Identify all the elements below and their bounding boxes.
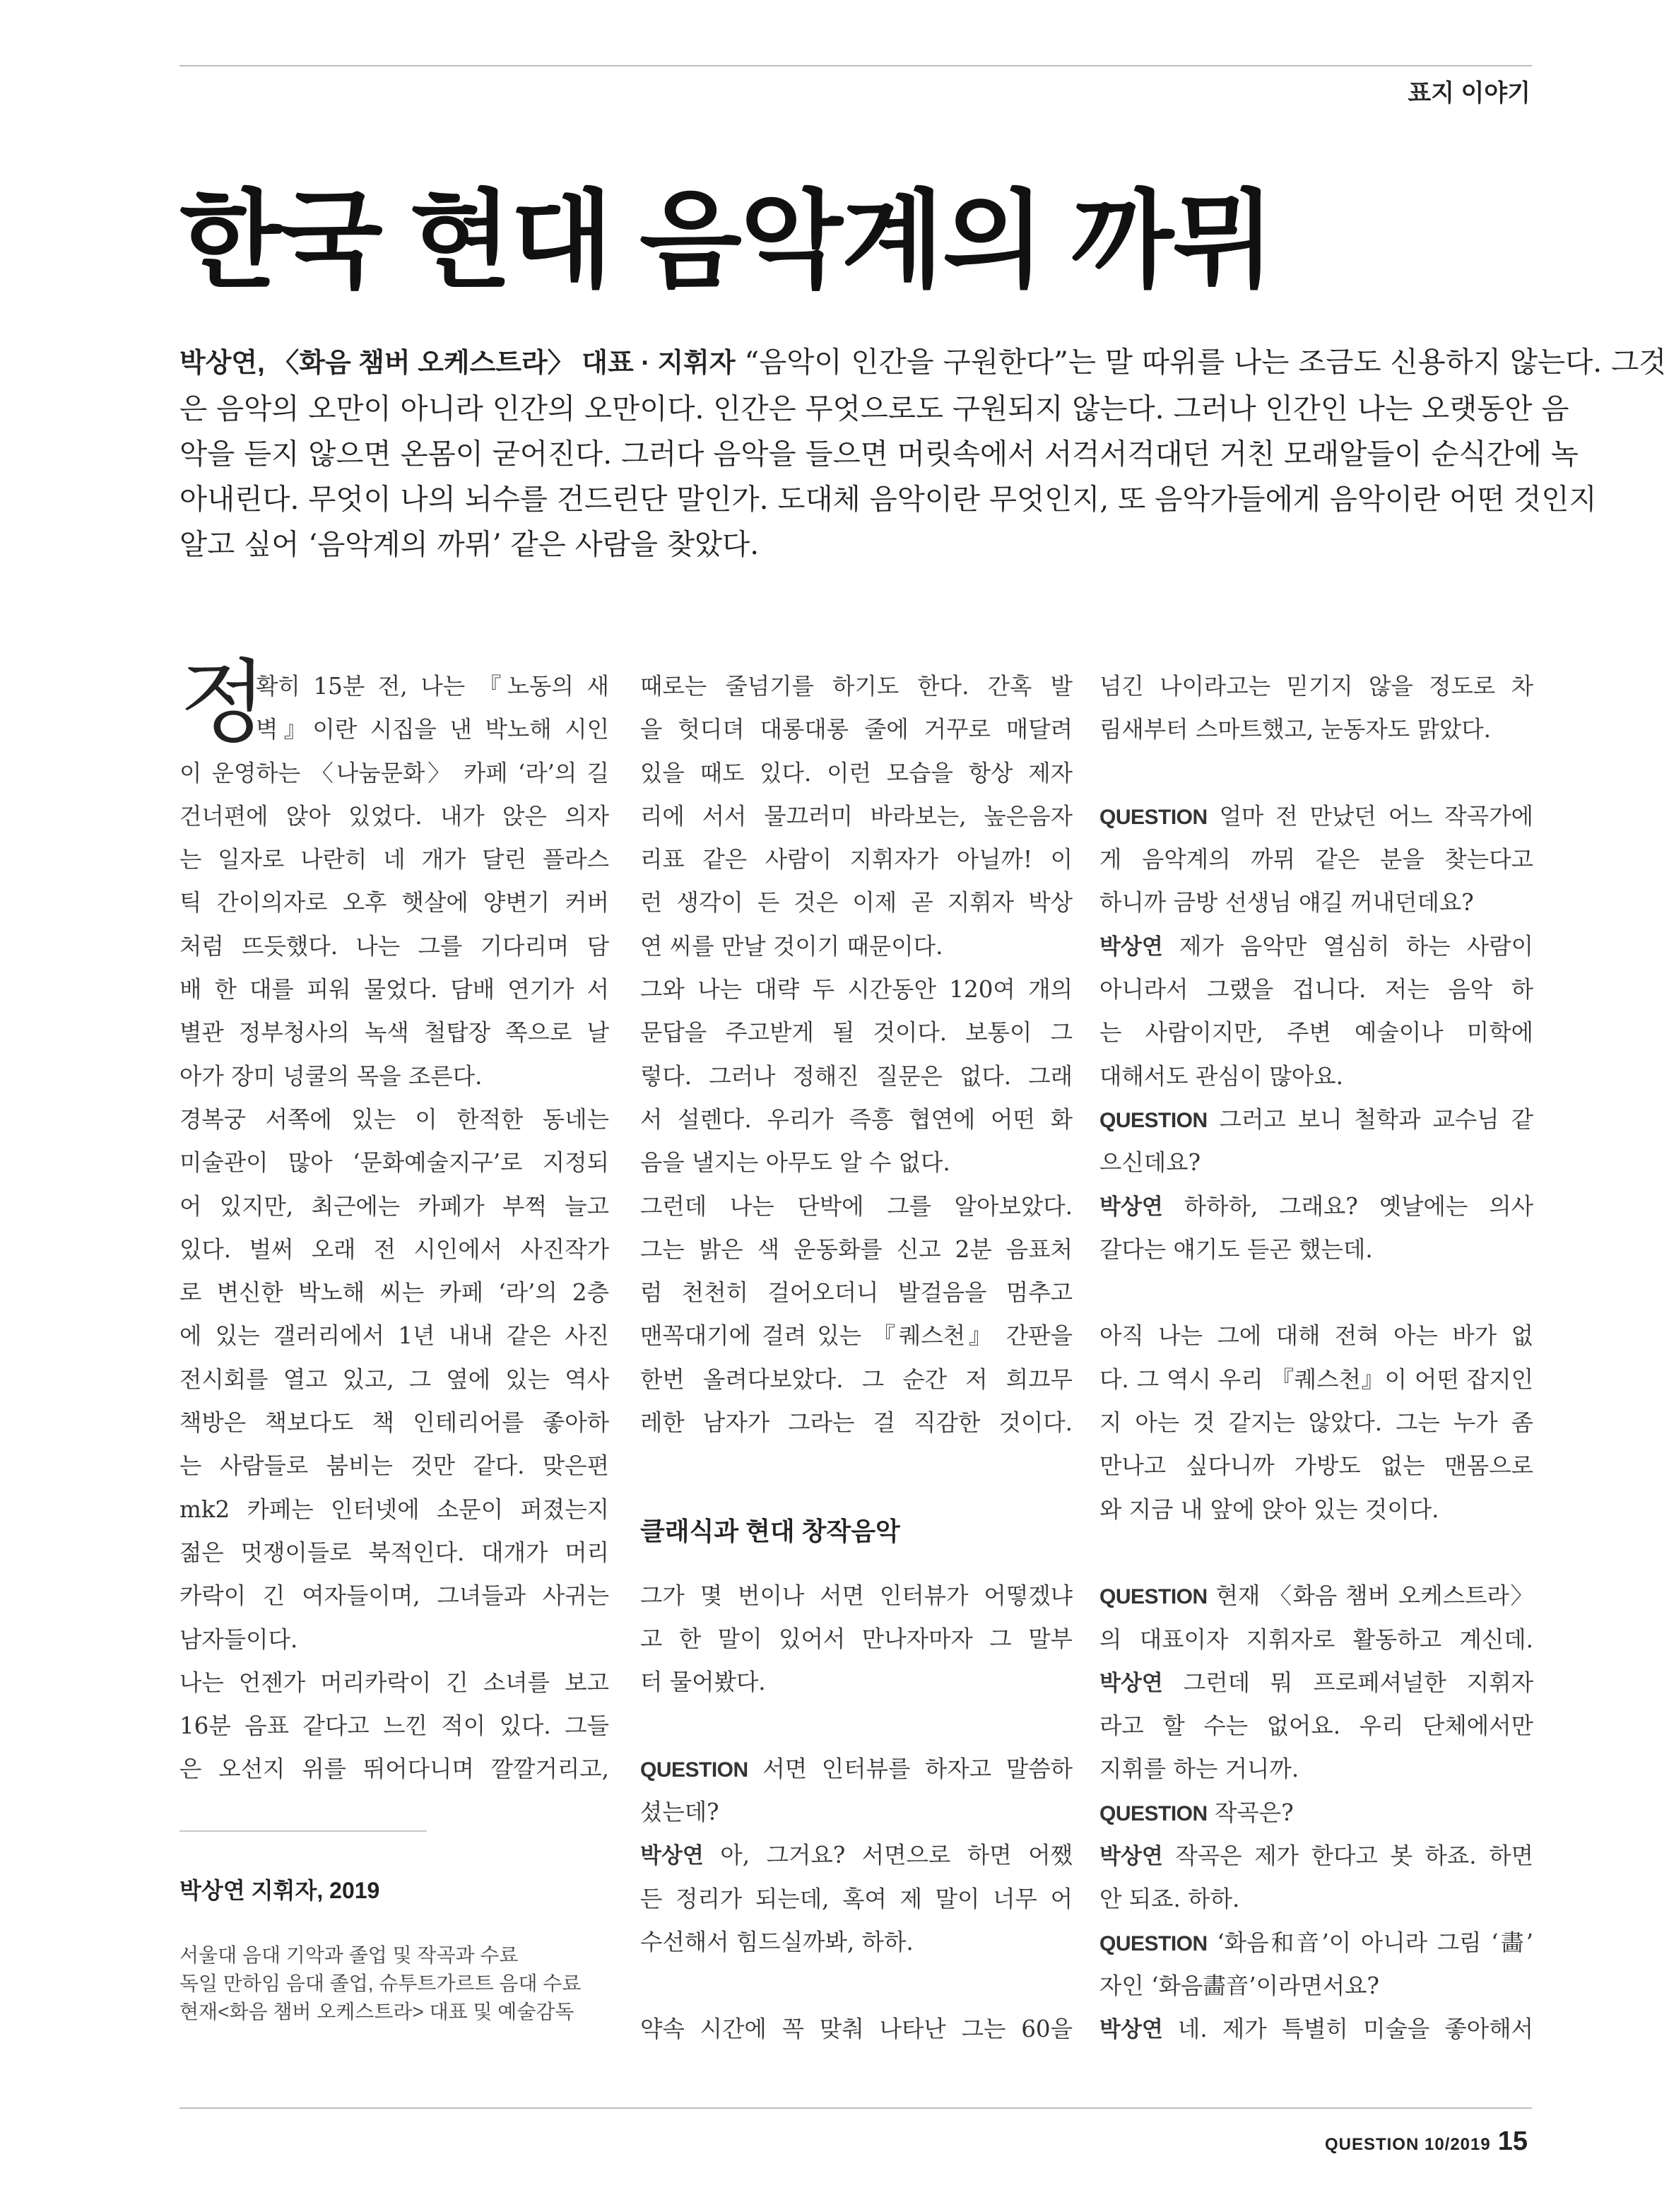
text-line: 있을 때도 있다. 이런 모습을 항상 제자 — [640, 759, 1073, 787]
drop-cap: 정 — [179, 650, 267, 755]
text-line: 카락이 긴 여자들이며, 그녀들과 사귀는 — [179, 1582, 609, 1610]
answer-line: 박상연 아, 그거요? 서면으로 하면 어쨌 — [640, 1842, 1073, 1869]
text-line: mk2 카페는 인터넷에 소문이 퍼졌는지 — [179, 1495, 609, 1523]
text-line: 서 설렌다. 우리가 즉흥 협연에 어떤 화 — [640, 1105, 1073, 1133]
text-line: 는 일자로 나란히 네 개가 달린 플라스 — [179, 846, 609, 873]
text-line: 별관 정부청사의 녹색 철탑장 쪽으로 날 — [179, 1019, 609, 1047]
question-label: QUESTION — [1099, 1801, 1208, 1825]
answer-label: 박상연 — [1099, 2017, 1163, 2042]
text-line: 그와 나는 대략 두 시간동안 120여 개의 — [640, 976, 1073, 1004]
text-line: 라고 할 수는 없어요. 우리 단체에서만 — [1099, 1712, 1533, 1740]
page-number: 15 — [1497, 2126, 1528, 2156]
text-line: 벽』이란 시집을 낸 박노해 시인 — [256, 716, 609, 743]
question-line: QUESTION 현재 〈화음 챔버 오케스트라〉 — [1099, 1582, 1533, 1610]
text-line: 에 있는 갤러리에서 1년 내내 같은 사진 — [179, 1322, 609, 1350]
text-line: 리에 서서 물끄러미 바라보는, 높은음자 — [640, 802, 1073, 830]
text-line: 림새부터 스마트했고, 눈동자도 맑았다. — [1099, 716, 1491, 743]
text-line: 그가 몇 번이나 서면 인터뷰가 어떻겠냐 — [640, 1582, 1073, 1609]
text-line: 셨는데? — [640, 1799, 719, 1826]
caption-line: 현재<화음 챔버 오케스트라> 대표 및 예술감독 — [179, 2001, 574, 2023]
text-line: 이 운영하는 〈나눔문화〉 카페 ‘라’의 길 — [179, 759, 609, 787]
column-2 — [640, 665, 1073, 2051]
text-line: 으신데요? — [1099, 1149, 1201, 1177]
text-line: 레한 남자가 그라는 걸 직감한 것이다. — [640, 1409, 1073, 1437]
text-line: 럼 천천히 걸어오더니 발걸음을 멈추고 — [640, 1279, 1073, 1307]
text-line: 아직 나는 그에 대해 전혀 아는 바가 없 — [1099, 1322, 1533, 1350]
spacer — [640, 1705, 1073, 1748]
answer-line: 박상연 하하하, 그래요? 옛날에는 의사 — [1099, 1192, 1533, 1220]
question-label: QUESTION — [640, 1758, 748, 1782]
text-line: 갈다는 얘기도 듣곤 했는데. — [1099, 1235, 1373, 1263]
text-line: 고 한 말이 있어서 만나자마자 그 말부 — [640, 1625, 1073, 1652]
text-line: 확히 15분 전, 나는 『노동의 새 — [256, 673, 609, 700]
lead-line: 은 음악의 오만이 아니라 인간의 오만이다. 인간은 무엇으로도 구원되지 않는다. 그러나 인간인 나는 오랫동안 음 — [179, 392, 1569, 425]
question-line: QUESTION 얼마 전 만났던 어느 작곡가에 — [1099, 802, 1533, 830]
text-line: 은 오선지 위를 뛰어다니며 깔깔거리고, — [179, 1755, 609, 1783]
text-line: 틱 간이의자로 오후 햇살에 양변기 커버 — [179, 889, 609, 917]
text-line: 의 대표이자 지휘자로 활동하고 계신데. — [1099, 1625, 1533, 1653]
question-label: QUESTION — [1099, 1931, 1208, 1955]
text-line: 런 생각이 든 것은 이제 곧 지휘자 박상 — [640, 889, 1073, 917]
text-line: 을 헛디뎌 대롱대롱 줄에 거꾸로 매달려 — [640, 716, 1073, 743]
text-line: 약속 시간에 꼭 맞춰 나타난 그는 60을 — [640, 2015, 1073, 2042]
answer-label: 박상연 — [1099, 1670, 1163, 1695]
text-line: 경복궁 서쪽에 있는 이 한적한 동네는 — [179, 1105, 609, 1133]
text-line: 수선해서 힘드실까봐, 하하. — [640, 1929, 914, 1956]
question-line: QUESTION 그러고 보니 철학과 교수님 같 — [1099, 1105, 1533, 1133]
answer-line: 박상연 작곡은 제가 한다고 봇 하죠. 하면 — [1099, 1842, 1533, 1870]
text-line: 는 사람들로 붐비는 것만 같다. 맞은편 — [179, 1452, 609, 1480]
text-line: 넘긴 나이라고는 믿기지 않을 정도로 차 — [1099, 673, 1533, 700]
text-line: 로 변신한 박노해 씨는 카페 ‘라’의 2층 — [179, 1279, 609, 1307]
text-line: 책방은 책보다도 책 인테리어를 좋아하 — [179, 1409, 609, 1437]
magazine-issue: QUESTION 10/2019 — [1324, 2135, 1491, 2154]
text-line: 그는 밝은 색 운동화를 신고 2분 음표처 — [640, 1235, 1073, 1263]
text-line: 렇다. 그러나 정해진 질문은 없다. 그래 — [640, 1062, 1073, 1090]
text-line: 다. 그 역시 우리 『퀘스천』이 어떤 잡지인 — [1099, 1365, 1533, 1393]
text-line: 터 물어봤다. — [640, 1669, 766, 1696]
text-line: 자인 ‘화음畵音’이라면서요? — [1099, 1972, 1379, 1999]
text-line: 그런데 나는 단박에 그를 알아보았다. — [640, 1192, 1073, 1220]
answer-label: 박상연 — [1099, 1194, 1163, 1219]
text-line: 남자들이다. — [179, 1625, 298, 1653]
text-line: 아니라서 그랬을 겁니다. 저는 음악 하 — [1099, 976, 1533, 1004]
text-line: 젊은 멋쟁이들로 북적인다. 대개가 머리 — [179, 1539, 609, 1566]
text-line: 나는 언젠가 머리카락이 긴 소녀를 보고 — [179, 1669, 609, 1696]
answer-line: 박상연 제가 음악만 열심히 하는 사람이 — [1099, 932, 1533, 960]
text-line: 음을 낼지는 아무도 알 수 없다. — [640, 1149, 950, 1177]
column-3 — [1099, 665, 1533, 2052]
spacer — [1099, 1531, 1533, 1575]
question-line: QUESTION ‘화음和音’이 아니라 그림 ‘畵’ — [1099, 1929, 1533, 1956]
section-tag: 표지 이야기 — [1408, 80, 1531, 107]
text-line: 건너편에 앉아 있었다. 내가 앉은 의자 — [179, 802, 609, 830]
spacer — [1099, 752, 1533, 795]
lead-paragraph — [179, 339, 1667, 567]
subheading: 클래식과 현대 창작음악 — [640, 1516, 900, 1546]
column-1 — [179, 665, 609, 1792]
text-line: 만나고 싶다니까 가방도 없는 맨몸으로 — [1099, 1452, 1533, 1480]
page-footer — [1325, 2126, 1528, 2157]
bottom-rule — [179, 2107, 1532, 2109]
answer-line: 박상연 그런데 뭐 프로페셔널한 지휘자 — [1099, 1669, 1533, 1696]
text-line: 는 사람이지만, 주변 예술이나 미학에 — [1099, 1019, 1533, 1047]
text-line: 와 지금 내 앞에 앉아 있는 것이다. — [1099, 1495, 1439, 1523]
answer-line: 박상연 네. 제가 특별히 미술을 좋아해서 — [1099, 2016, 1533, 2043]
spacer — [640, 1445, 1073, 1488]
caption-title: 박상연 지휘자, 2019 — [179, 1878, 380, 1903]
answer-label: 박상연 — [1099, 1844, 1163, 1869]
text-line: 리표 같은 사람이 지휘자가 아닐까! 이 — [640, 846, 1073, 873]
question-line: QUESTION 작곡은? — [1099, 1799, 1294, 1826]
text-line: 있다. 벌써 오래 전 시인에서 사진작가 — [179, 1235, 609, 1263]
text-line: 아가 장미 넝쿨의 목을 조른다. — [179, 1062, 483, 1090]
question-label: QUESTION — [1099, 805, 1208, 829]
text-line: 16분 음표 같다고 느낀 적이 있다. 그들 — [179, 1712, 609, 1740]
text-line: 연 씨를 만날 것이기 때문이다. — [640, 932, 943, 960]
text-line: 처럼 뜨듯했다. 나는 그를 기다리며 담 — [179, 932, 609, 960]
answer-label: 박상연 — [640, 1843, 704, 1869]
text-line: 어 있지만, 최근에는 카페가 부쩍 늘고 — [179, 1192, 609, 1220]
text-line: 맨꼭대기에 걸려 있는 『퀘스천』 간판을 — [640, 1322, 1073, 1350]
text-line: 배 한 대를 피워 물었다. 담배 연기가 서 — [179, 976, 609, 1004]
text-line: 든 정리가 되는데, 혹여 제 말이 너무 어 — [640, 1885, 1073, 1912]
text-line: 지휘를 하는 거니까. — [1099, 1755, 1299, 1783]
text-line: 미술관이 많아 ‘문화예술지구’로 지정되 — [179, 1149, 609, 1177]
spacer — [1099, 1271, 1533, 1314]
text-line: 문답을 주고받게 될 것이다. 보통이 그 — [640, 1019, 1073, 1047]
text-line: 게 음악계의 까뮈 같은 분을 찾는다고 — [1099, 846, 1533, 873]
text-line: 한번 올려다보았다. 그 순간 저 희끄무 — [640, 1365, 1073, 1393]
lead-line: 알고 싶어 ‘음악계의 까뮈’ 같은 사람을 찾았다. — [179, 527, 760, 561]
question-line: QUESTION 서면 인터뷰를 하자고 말씀하 — [640, 1755, 1073, 1782]
answer-label: 박상연 — [1099, 934, 1163, 959]
text-line: 때로는 줄넘기를 하기도 한다. 간혹 발 — [640, 673, 1073, 700]
text-line: 전시회를 열고 있고, 그 옆에 있는 역사 — [179, 1365, 609, 1393]
question-label: QUESTION — [1099, 1585, 1208, 1609]
caption-divider — [179, 1830, 427, 1832]
text-line: 하니까 금방 선생님 얘길 꺼내던데요? — [1099, 889, 1474, 917]
byline: 박상연, 〈화음 챔버 오케스트라〉 대표 · 지휘자 — [179, 348, 736, 378]
text-line: 안 되죠. 하하. — [1099, 1886, 1240, 1913]
top-rule — [179, 65, 1532, 66]
spacer — [640, 1964, 1073, 2007]
caption-line: 독일 만하임 음대 졸업, 슈투트가르트 음대 수료 — [179, 1972, 582, 1994]
text-line: 대해서도 관심이 많아요. — [1099, 1062, 1343, 1090]
caption-line: 서울대 음대 기악과 졸업 및 작곡과 수료 — [179, 1944, 519, 1966]
question-label: QUESTION — [1099, 1108, 1208, 1132]
text-line: 지 아는 것 같지는 않았다. 그는 누가 좀 — [1099, 1409, 1533, 1437]
article-title: 한국 현대 음악계의 까뮈 — [179, 181, 1274, 300]
lead-line: 악을 듣지 않으면 온몸이 굳어진다. 그러다 음악을 들으면 머릿속에서 서걱서걱대던 거친 모래알들이 순식간에 녹 — [179, 437, 1579, 471]
lead-line: 아내린다. 무엇이 나의 뇌수를 건드린단 말인가. 도대체 음악이란 무엇인지, 또 음악가들에게 음악이란 어떤 것인지 — [179, 482, 1597, 516]
lead-line: 박상연, 〈화음 챔버 오케스트라〉 대표 · 지휘자 “음악이 인간을 구원한다”는 말 따위를 나는 조금도 신용하지 않는다. 그것 — [179, 345, 1667, 379]
